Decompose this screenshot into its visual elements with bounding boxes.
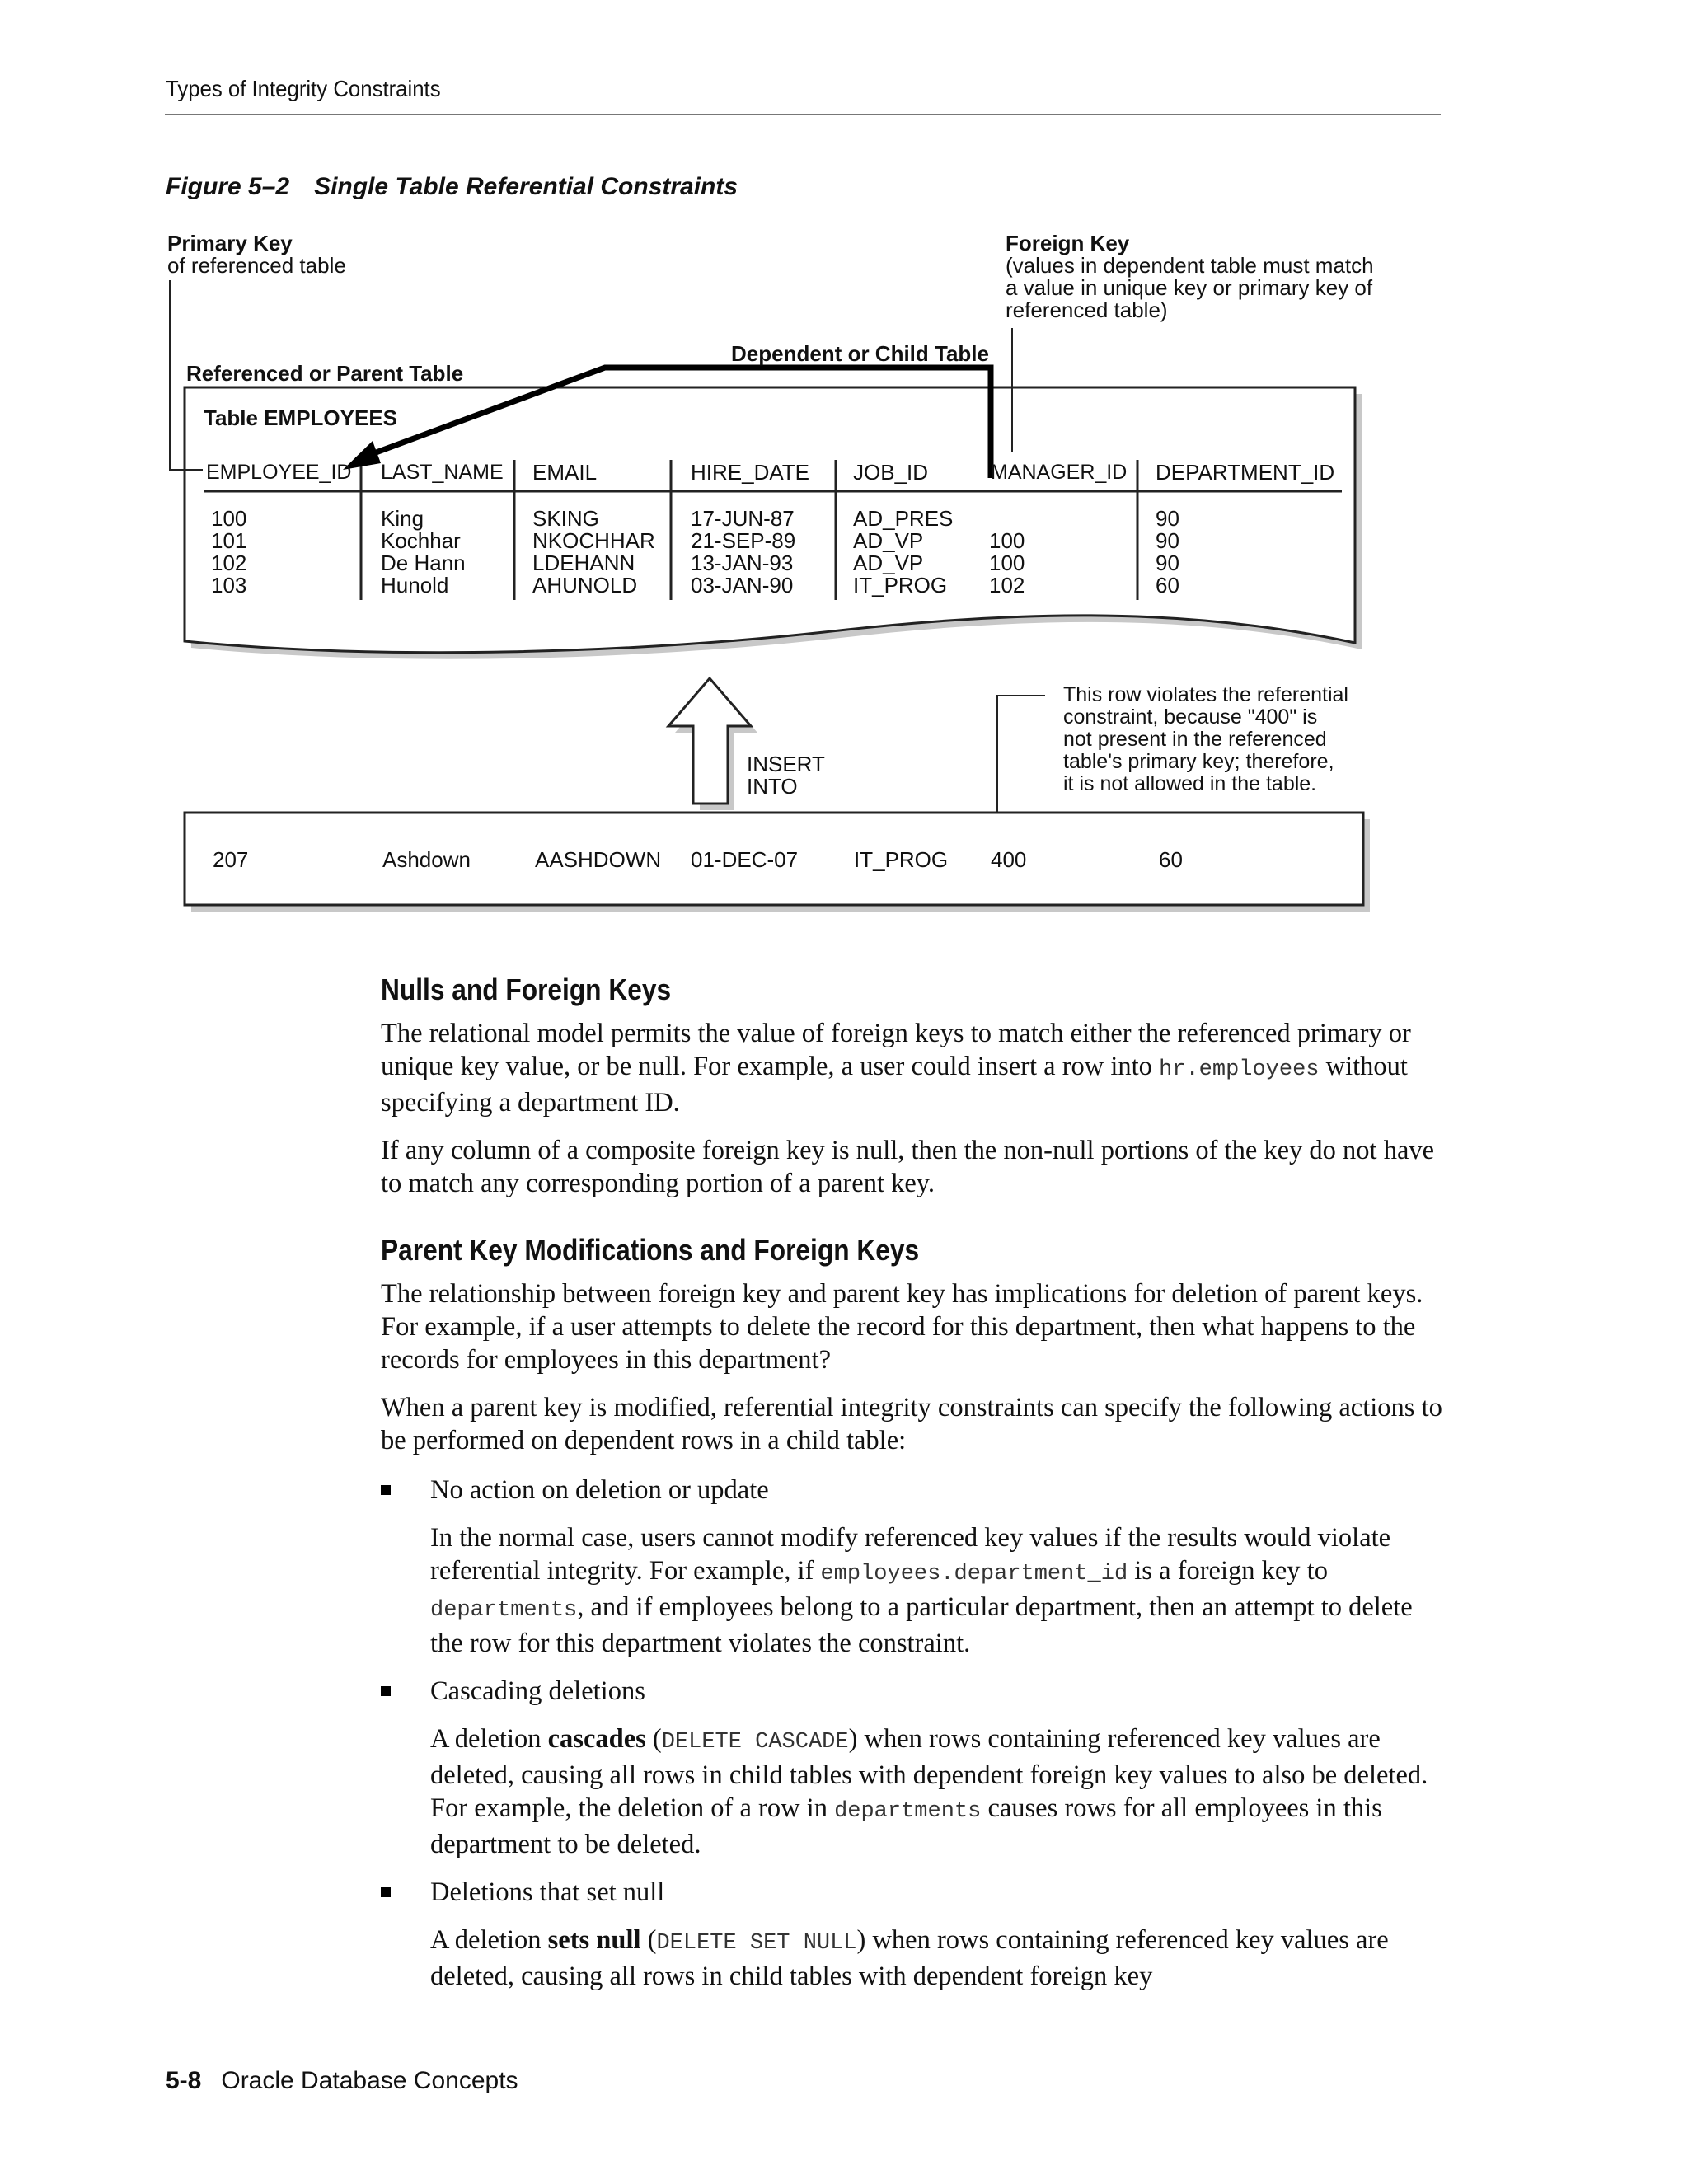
insert-arrow (668, 678, 751, 804)
violation-note: This row violates the referential constraint, because "400" is not present in the referenced table's primary key; therefore, it is not allowed in the table. (1063, 683, 1348, 795)
code-department-id: employees.department_id (820, 1562, 1128, 1586)
inserted-cell: 207 (213, 847, 249, 872)
figure-title: Single Table Referential Constraints (314, 173, 738, 200)
code-departments: departments (430, 1598, 578, 1623)
column-header-email: EMAIL (532, 460, 598, 485)
table-cell: King (381, 506, 424, 531)
code-hr-employees: hr.employees (1159, 1057, 1320, 1082)
table-cell: 90 (1156, 528, 1179, 553)
table-cell: AD_PRES (853, 506, 954, 531)
figure-number: Figure 5–2 (166, 173, 290, 200)
table-cell: 03-JAN-90 (691, 573, 794, 598)
table-cell: NKOCHHAR (532, 528, 655, 553)
foreign-key-note: (values in dependent table must match a value in unique key or primary key of referenced table) (1006, 253, 1374, 322)
inserted-cell: 400 (991, 847, 1027, 872)
table-cell: 90 (1156, 506, 1179, 531)
text-run: is a foreign key to (1128, 1556, 1328, 1586)
table-cell: 103 (211, 573, 247, 598)
bullet-square-icon (381, 1686, 391, 1696)
text-run: A deletion (430, 1724, 548, 1754)
text-run: ) when rows containing referenced key values are deleted, causing all rows in child tables with dependent foreign key values to also be deleted. For example, the deletion of a row in (430, 1724, 1428, 1823)
referenced-table-label: Referenced or Parent Table (186, 361, 464, 386)
text-run: without specifying a department ID. (381, 1052, 1408, 1118)
inserted-cell: 01-DEC-07 (691, 847, 799, 872)
paragraph: If any column of a composite foreign key is null, then the non-null portions of the key do not have to match any corresponding portion of a parent key. (381, 1136, 1435, 1198)
table-cell: Hunold (381, 573, 449, 598)
table-cell: SKING (532, 506, 599, 531)
inserted-cell: 60 (1159, 847, 1183, 872)
bold-term: sets null (547, 1925, 641, 1955)
bullet-square-icon (381, 1485, 391, 1495)
section-heading-nulls: Nulls and Foreign Keys (381, 972, 672, 1006)
table-cell: IT_PROG (853, 573, 948, 598)
column-header-employee-id: EMPLOYEE_ID (206, 461, 352, 484)
table-cell: Kochhar (381, 528, 461, 553)
text-run: , and if employees belong to a particular department, then an attempt to delete the row for this department violates the constraint. (430, 1592, 1413, 1658)
text-run: ) when rows containing referenced key values are deleted, causing all rows in child tables with dependent foreign key (430, 1925, 1389, 1991)
table-name: Table EMPLOYEES (204, 405, 398, 430)
column-header-job-id: JOB_ID (853, 460, 929, 485)
column-header-hire-date: HIRE_DATE (691, 460, 809, 485)
bullet-square-icon (381, 1887, 391, 1897)
list-item (381, 1474, 1444, 1507)
bullet-body (381, 1521, 1444, 1660)
code-departments: departments (834, 1799, 982, 1824)
table-cell: 13-JAN-93 (691, 551, 794, 575)
table-cell: 17-JUN-87 (691, 506, 795, 531)
text-run: In the normal case, users cannot modify referenced key values if the results would violate referential integrity. For example, if (430, 1523, 1391, 1586)
text-run: The relational model permits the value of foreign keys to match either the referenced primary or unique key value, or be null. For example, a user could insert a row into (381, 1019, 1411, 1081)
bullet-title: Cascading deletions (430, 1676, 645, 1706)
text-run: A deletion (430, 1925, 548, 1955)
table-cell: 100 (989, 528, 1025, 553)
table-cell: AD_VP (853, 551, 924, 575)
bullet-title: Deletions that set null (430, 1877, 665, 1907)
page-footer (166, 2067, 518, 2095)
table-cell: 100 (211, 506, 247, 531)
bullet-title: No action on deletion or update (430, 1475, 769, 1505)
paragraph: When a parent key is modified, referential integrity constraints can specify the following actions to be performed on dependent rows in a child table: (381, 1393, 1442, 1455)
table-cell: 90 (1156, 551, 1179, 575)
bullet-body (381, 1924, 1444, 1993)
table-cell: AHUNOLD (532, 573, 638, 598)
page-number: 5-8 (166, 2067, 202, 2094)
text-run: ( (640, 1925, 657, 1955)
code-delete-set-null: DELETE SET NULL (656, 1931, 857, 1956)
dependent-table-label: Dependent or Child Table (731, 341, 989, 366)
column-header-manager-id: MANAGER_ID (991, 461, 1128, 484)
table-cell: 100 (989, 551, 1025, 575)
text-run: causes rows for all employees in this department to be deleted. (430, 1793, 1382, 1859)
section-heading-parent-key: Parent Key Modifications and Foreign Keys (381, 1233, 920, 1267)
insert-into-label: INSERT INTO (747, 752, 825, 799)
table-cell: De Hann (381, 551, 466, 575)
bold-term: cascades (547, 1724, 646, 1754)
list-item (381, 1675, 1444, 1708)
referential-constraint-diagram (0, 0, 1688, 956)
inserted-cell: IT_PROG (854, 847, 949, 872)
table-cell: AD_VP (853, 528, 924, 553)
column-header-department-id: DEPARTMENT_ID (1156, 460, 1335, 485)
body-content (381, 972, 1444, 1993)
paragraph: The relationship between foreign key and parent key has implications for deletion of parent keys. For example, if a user attempts to delete the record for this department, then what happens to the records for employees in this department? (381, 1279, 1423, 1375)
table-cell: 102 (989, 573, 1025, 598)
inserted-cell: Ashdown (382, 847, 471, 872)
inserted-cell: AASHDOWN (535, 847, 662, 872)
column-header-last-name: LAST_NAME (381, 461, 504, 484)
table-cell: 102 (211, 551, 247, 575)
table-cell: 101 (211, 528, 247, 553)
table-cell: 21-SEP-89 (691, 528, 796, 553)
primary-key-sublabel: of referenced table (167, 253, 346, 278)
code-delete-cascade: DELETE CASCADE (661, 1730, 849, 1755)
list-item (381, 1876, 1444, 1909)
text-run: ( (645, 1724, 662, 1754)
paragraph (381, 1017, 1444, 1119)
book-title: Oracle Database Concepts (221, 2067, 518, 2094)
bullet-body (381, 1722, 1444, 1861)
primary-key-label: Primary Key (167, 231, 293, 255)
table-cell: LDEHANN (532, 551, 635, 575)
table-cell: 60 (1156, 573, 1179, 598)
foreign-key-label: Foreign Key (1006, 231, 1130, 255)
running-head: Types of Integrity Constraints (166, 76, 441, 101)
